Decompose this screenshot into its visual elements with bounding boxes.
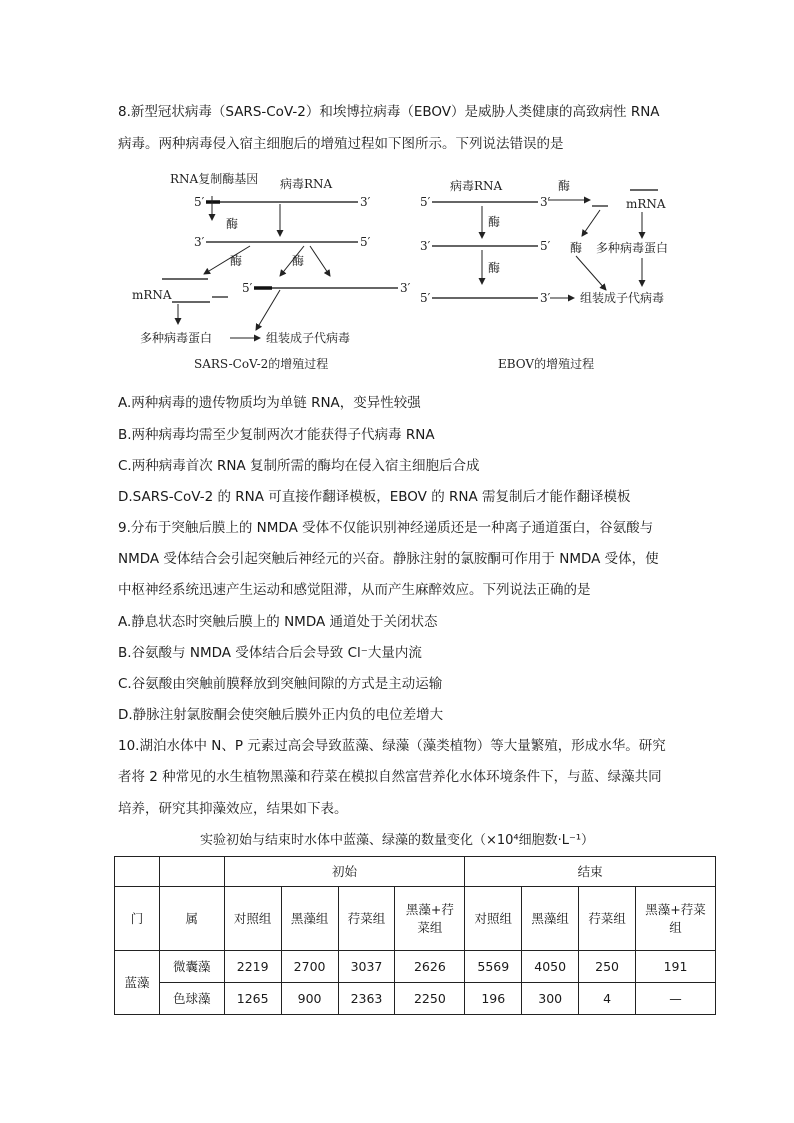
ebov-3prime-bottom: 3′ xyxy=(540,291,551,305)
ebov-enzyme-label-top: 酶 xyxy=(558,179,571,193)
table-header-initial: 初始 xyxy=(224,857,465,887)
q10-stem-line-2: 者将 2 种常见的水生植物黑藻和荇菜在模拟自然富营养化水体环境条件下，与蓝、绿藻共同 xyxy=(118,769,662,785)
q8-option-c: C.两种病毒首次 RNA 复制所需的酶均在侵入宿主细胞后合成 xyxy=(118,458,480,474)
q9-option-a: A.静息状态时突触后膜上的 NMDA 通道处于关闭状态 xyxy=(118,614,438,630)
table-header-hydrilla-initial: 黑藻组 xyxy=(281,887,338,951)
rdrp-gene-label: RNA复制酶基因 xyxy=(170,172,259,186)
table-header-final: 结束 xyxy=(465,857,716,887)
table-group-header-row xyxy=(115,857,716,887)
q9-option-d: D.静脉注射氯胺酮会使突触后膜外正内负的电位差增大 xyxy=(118,707,444,723)
ebov-translate-arrow-1 xyxy=(582,210,600,236)
table-row xyxy=(115,951,716,983)
ebov-assemble-label: 组装成子代病毒 xyxy=(580,291,665,305)
sars-cov2-panel xyxy=(132,171,411,371)
ebov-viral-rna-label: 病毒RNA xyxy=(450,179,503,193)
ebov-enzyme-assemble-arrow xyxy=(576,256,606,290)
q9-stem-line-2: NMDA 受体结合会引起突触后神经元的兴奋。静脉注射的氯胺酮可作用于 NMDA 受体，使 xyxy=(118,551,659,567)
q10-table-caption: 实验初始与结束时水体中蓝藻、绿藻的数量变化（×10⁴细胞数·L⁻¹） xyxy=(199,833,595,848)
sars-5prime-bottom: 5′ xyxy=(242,281,253,295)
ebov-3prime-top: 3′ xyxy=(540,195,551,209)
sars-caption: SARS-CoV-2的增殖过程 xyxy=(194,357,329,371)
table-corner-cell xyxy=(115,857,160,887)
q8-stem-line-1: 8.新型冠状病毒（SARS-CoV-2）和埃博拉病毒（EBOV）是威胁人类健康的高致病性 RNA xyxy=(118,104,660,120)
table-cell: 196 xyxy=(465,983,522,1015)
table-header-combined-final: 黑藻+荇菜组 xyxy=(636,887,716,951)
table-header-control-final: 对照组 xyxy=(465,887,522,951)
table-header-hydrilla-final: 黑藻组 xyxy=(522,887,579,951)
table-corner-cell-2 xyxy=(159,857,224,887)
q9-stem-line-3: 中枢神经系统迅速产生运动和感觉阻滞，从而产生麻醉效应。下列说法正确的是 xyxy=(118,582,591,598)
q8-replication-diagram xyxy=(130,166,690,381)
sars-proteins-label: 多种病毒蛋白 xyxy=(140,331,213,345)
sars-transcribe-arrow-left xyxy=(204,246,250,274)
q10-stem-line-1: 10.湖泊水体中 N、P 元素过高会导致蓝藻、绿藻（藻类植物）等大量繁殖，形成水华。研究 xyxy=(118,738,666,754)
ebov-mrna-label: mRNA xyxy=(626,197,666,211)
ebov-enzyme-label-2: 酶 xyxy=(570,241,583,255)
ebov-caption: EBOV的增殖过程 xyxy=(498,357,595,371)
table-cell: 1265 xyxy=(224,983,281,1015)
table-cell: 2626 xyxy=(395,951,465,983)
table-header-genus: 属 xyxy=(159,887,224,951)
sars-viral-rna-label: 病毒RNA xyxy=(280,177,333,191)
table-cell: 900 xyxy=(281,983,338,1015)
algae-count-table xyxy=(114,856,716,1015)
table-cell: 250 xyxy=(579,951,636,983)
table-genus-cell: 微囊藻 xyxy=(159,951,224,983)
sars-enzyme-label-3: 酶 xyxy=(292,254,305,268)
q8-option-a: A.两种病毒的遗传物质均为单链 RNA，变异性较强 xyxy=(118,395,421,411)
table-row xyxy=(115,983,716,1015)
sars-assemble-rna-arrow xyxy=(256,290,280,330)
table-cell: 2250 xyxy=(395,983,465,1015)
ebov-panel xyxy=(420,178,668,371)
sars-transcribe-arrow-right xyxy=(310,246,330,276)
sars-enzyme-label-2: 酶 xyxy=(230,254,243,268)
table-sub-header-row xyxy=(115,887,716,951)
table-header-combined-initial: 黑藻+荇菜组 xyxy=(395,887,465,951)
sars-3prime-top: 3′ xyxy=(360,195,371,209)
table-cell: 300 xyxy=(522,983,579,1015)
ebov-5prime-top: 5′ xyxy=(420,195,431,209)
sars-5prime-top: 5′ xyxy=(194,195,205,209)
table-cell: 5569 xyxy=(465,951,522,983)
table-cell: 191 xyxy=(636,951,716,983)
q8-option-b: B.两种病毒均需至少复制两次才能获得子代病毒 RNA xyxy=(118,427,435,443)
table-cell: 2700 xyxy=(281,951,338,983)
sars-enzyme-label-1: 酶 xyxy=(226,217,239,231)
table-cell: 4 xyxy=(579,983,636,1015)
table-header-nymphoides-final: 荇菜组 xyxy=(579,887,636,951)
q8-option-d: D.SARS-CoV-2 的 RNA 可直接作翻译模板，EBOV 的 RNA 需复制后才能作翻译模板 xyxy=(118,489,631,505)
sars-mrna-label: mRNA xyxy=(132,288,172,302)
table-cell: 4050 xyxy=(522,951,579,983)
table-cell: 3037 xyxy=(338,951,395,983)
table-cell: 2363 xyxy=(338,983,395,1015)
table-phylum-cell: 蓝藻 xyxy=(115,951,160,1015)
ebov-3prime-mid: 3′ xyxy=(420,239,431,253)
ebov-5prime-bottom: 5′ xyxy=(420,291,431,305)
table-header-phylum: 门 xyxy=(115,887,160,951)
q9-option-b: B.谷氨酸与 NMDA 受体结合后会导致 Cl⁻大量内流 xyxy=(118,645,422,661)
table-cell: — xyxy=(636,983,716,1015)
table-cell: 2219 xyxy=(224,951,281,983)
q8-stem-line-2: 病毒。两种病毒侵入宿主细胞后的增殖过程如下图所示。下列说法错误的是 xyxy=(118,136,564,152)
table-header-control-initial: 对照组 xyxy=(224,887,281,951)
ebov-proteins-label: 多种病毒蛋白 xyxy=(596,241,669,255)
ebov-enzyme-label-3: 酶 xyxy=(488,261,501,275)
sars-5prime-mid: 5′ xyxy=(360,235,371,249)
q10-stem-line-3: 培养，研究其抑藻效应，结果如下表。 xyxy=(118,801,348,817)
sars-3prime-bottom: 3′ xyxy=(400,281,411,295)
table-genus-cell: 色球藻 xyxy=(159,983,224,1015)
q9-stem-line-1: 9.分布于突触后膜上的 NMDA 受体不仅能识别神经递质还是一种离子通道蛋白，谷氨酸与 xyxy=(118,520,654,536)
table-header-nymphoides-initial: 荇菜组 xyxy=(338,887,395,951)
ebov-5prime-mid: 5′ xyxy=(540,239,551,253)
sars-assemble-label: 组装成子代病毒 xyxy=(266,331,351,345)
sars-3prime-mid: 3′ xyxy=(194,235,205,249)
q9-option-c: C.谷氨酸由突触前膜释放到突触间隙的方式是主动运输 xyxy=(118,676,443,692)
ebov-enzyme-label-1: 酶 xyxy=(488,215,501,229)
